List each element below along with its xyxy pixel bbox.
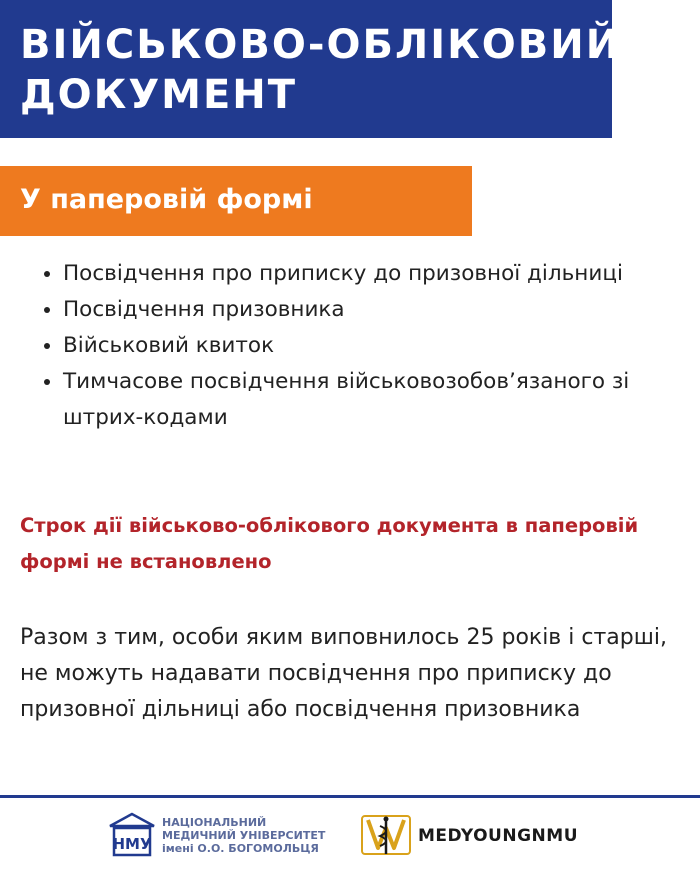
bullet-icon <box>44 379 50 385</box>
subtitle-banner <box>0 166 472 236</box>
title-banner <box>0 0 622 138</box>
list-item-text: Посвідчення призовника <box>63 297 345 322</box>
list-item-text: Тимчасове посвідчення військовозобов’язаного зі штрих-кодами <box>63 369 630 430</box>
nmu-building-logo-icon <box>108 812 156 858</box>
documents-list <box>44 256 674 436</box>
list-item <box>44 292 674 328</box>
validity-notice: Строк дії військово-облікового документа в паперовій формі не встановлено <box>20 514 639 573</box>
university-name-line-1: НАЦІОНАЛЬНИЙ <box>162 816 267 829</box>
bullet-icon <box>44 271 50 277</box>
brand-name: MEDYOUNGNMU <box>418 826 578 846</box>
university-name-line-2: МЕДИЧНИЙ УНІВЕРСИТЕТ <box>162 829 326 842</box>
list-item-text: Військовий квиток <box>63 333 275 358</box>
medyoung-caduceus-logo-icon <box>360 812 412 858</box>
body-paragraph: Разом з тим, особи яким виповнилось 25 років і старші, не можуть надавати посвідчення про приписку до призовної дільниці або посвідчення призовника <box>20 625 667 722</box>
bullet-icon <box>44 307 50 313</box>
list-item <box>44 364 674 436</box>
bullet-icon <box>44 343 50 349</box>
list-item <box>44 328 674 364</box>
list-item-text: Посвідчення про приписку до призовної дільниці <box>63 261 623 286</box>
university-name <box>162 816 325 855</box>
footer-divider <box>0 795 700 798</box>
list-item <box>44 256 674 292</box>
university-name-line-3: імені О.О. БОГОМОЛЬЦЯ <box>162 842 319 855</box>
page-title-line-1: ВІЙСЬКОВО-ОБЛІКОВИЙ <box>20 22 622 68</box>
university-logo-text: НМУ <box>112 835 152 853</box>
section-subtitle: У паперовій формі <box>20 184 313 215</box>
page-title-line-2: ДОКУМЕНТ <box>20 72 298 118</box>
